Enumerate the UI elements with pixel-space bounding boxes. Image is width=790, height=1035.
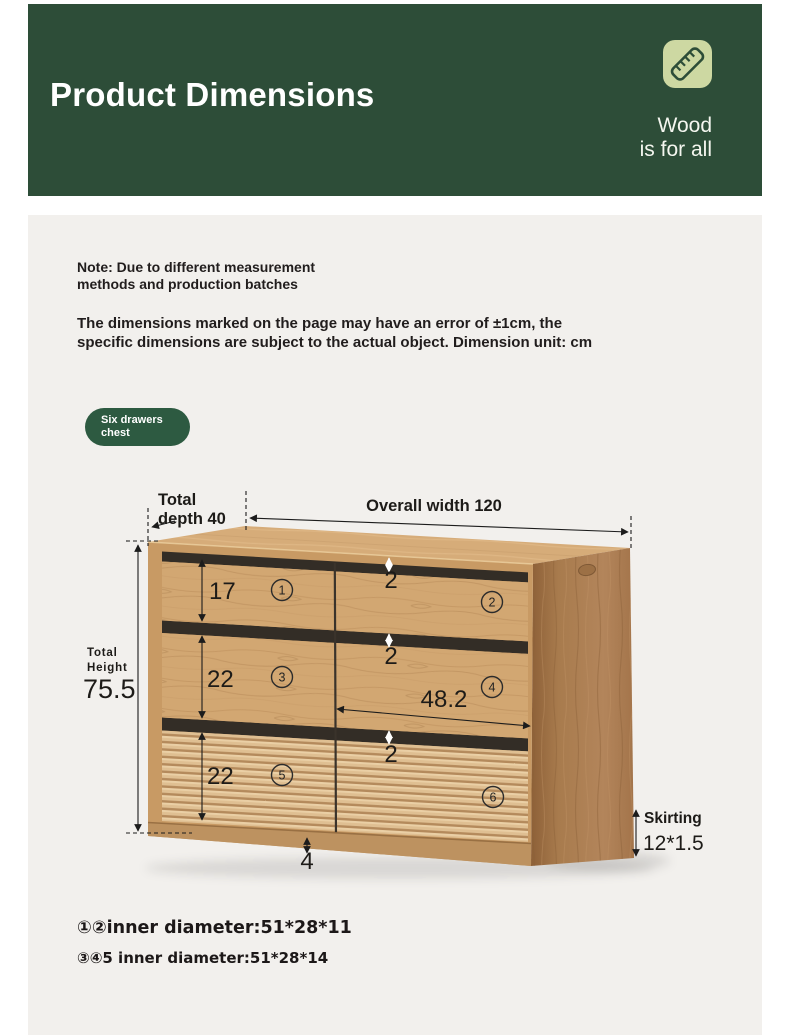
svg-text:3: 3 [278, 670, 286, 685]
base-height-value: 4 [300, 848, 314, 875]
svg-text:1: 1 [278, 583, 286, 598]
brand-line-1: Wood [657, 114, 712, 137]
tolerance-line-2: specific dimensions are subject to the actual object. Dimension unit: cm [77, 334, 593, 351]
footnote-inner-diameter-2: ③④5 inner diameter:51*28*14 [77, 949, 329, 967]
drawer-column-divider [335, 563, 336, 841]
height-label-1: Total [87, 647, 118, 659]
badge-line-2: chest [101, 427, 130, 439]
drawer5-height: 22 [207, 763, 234, 790]
overall-width-label: Overall width 120 [366, 497, 502, 515]
svg-text:2: 2 [488, 595, 496, 610]
depth-label-1: Total [158, 491, 197, 509]
chest-side-grain [531, 548, 634, 866]
page-title: Product Dimensions [50, 76, 375, 113]
skirting-label: Skirting [644, 810, 702, 827]
gap2-value: 2 [384, 643, 398, 670]
tolerance-line-1: The dimensions marked on the page may have an error of ±1cm, the [77, 315, 563, 332]
height-label-2: Height [87, 662, 128, 674]
badge-line-1: Six drawers [101, 414, 163, 426]
footnote-inner-diameter-1: ①②inner diameter:51*28*11 [77, 918, 352, 938]
gap1-value: 2 [384, 567, 398, 594]
drawer1-height: 17 [209, 578, 236, 605]
inner-width-value: 48.2 [420, 686, 468, 713]
skirting-value: 12*1.5 [643, 832, 704, 855]
svg-text:4: 4 [488, 680, 496, 695]
height-value: 75.5 [83, 674, 136, 704]
drawer3-height: 22 [207, 666, 234, 693]
depth-label-2: depth 40 [158, 510, 226, 528]
gap3-value: 2 [384, 741, 398, 768]
brand-line-2: is for all [639, 138, 712, 161]
note-line-2: methods and production batches [77, 276, 298, 292]
svg-text:5: 5 [278, 768, 286, 783]
note-line-1: Note: Due to different measurement [77, 259, 316, 275]
svg-text:6: 6 [489, 790, 497, 805]
